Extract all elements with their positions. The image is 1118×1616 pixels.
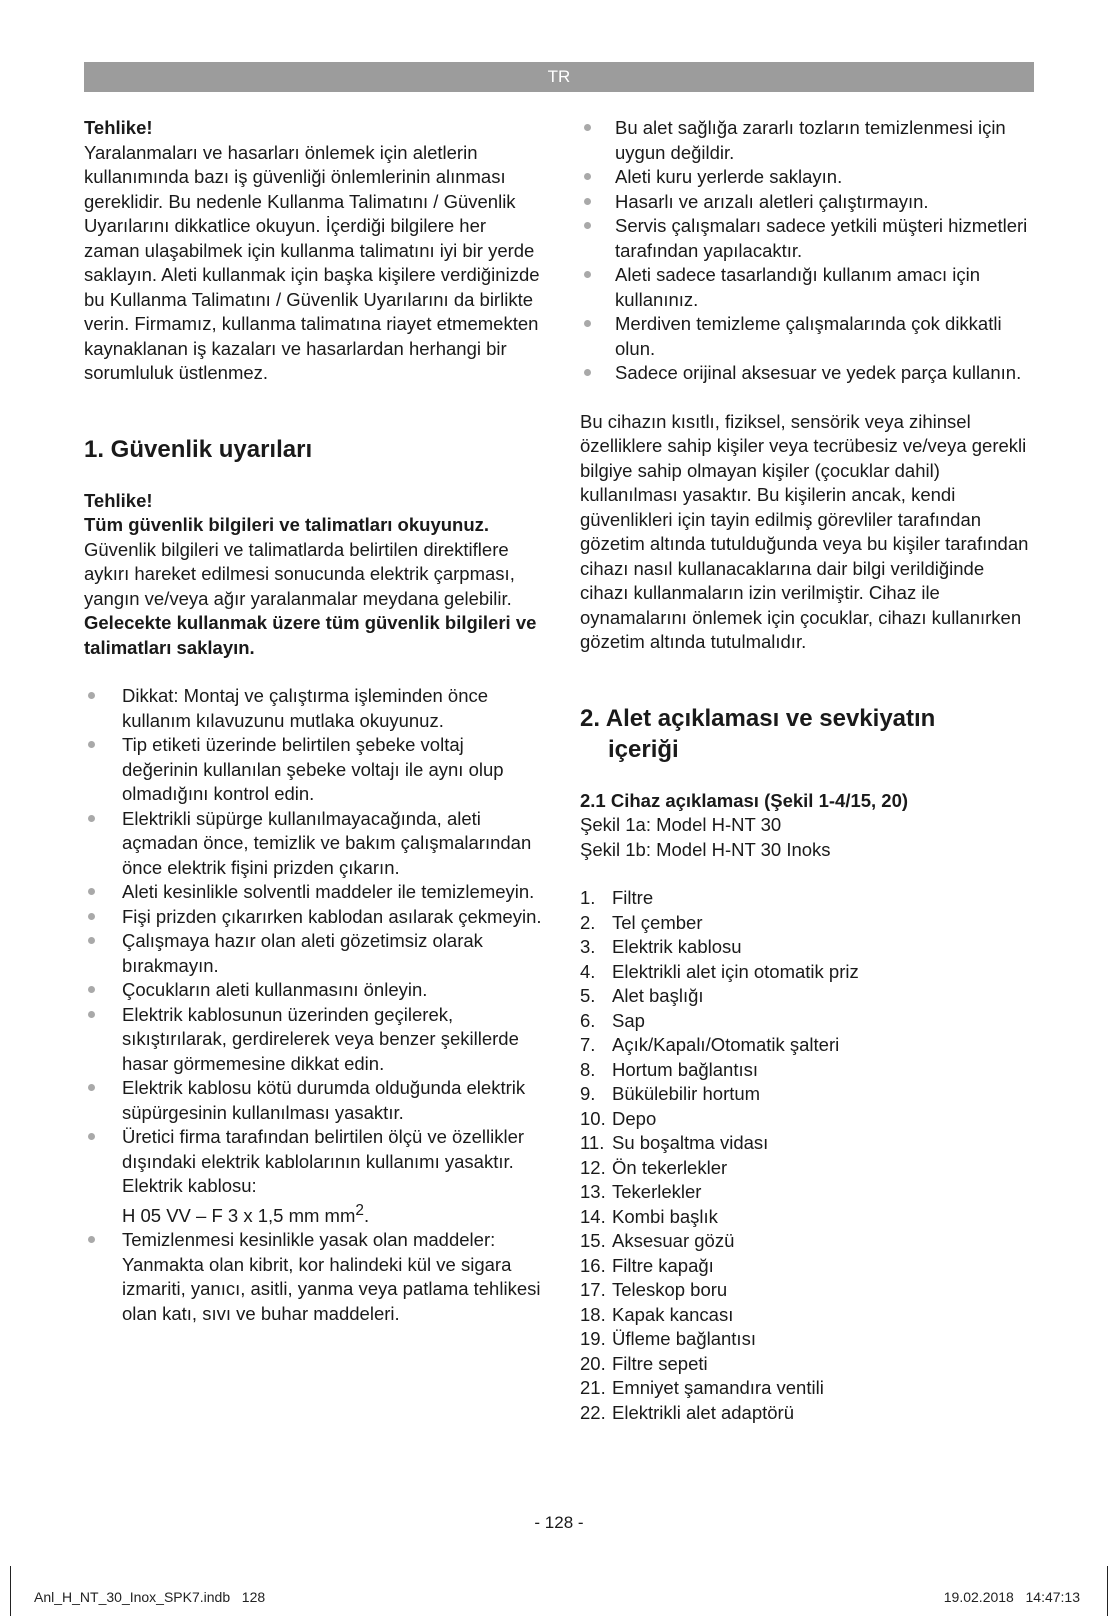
list-item: 22. Elektrikli alet adaptörü [580,1401,795,1423]
list-item: Fişi prizden çıkarırken kablodan asılarak çekmeyin. [84,905,544,930]
safety-read-paragraph [84,513,544,660]
list-item: 1. Filtre [580,887,654,908]
list-item: 5. Alet başlığı [580,985,704,1006]
list-item: Hasarlı ve arızalı aletleri çalıştırmayın. [580,190,1034,215]
list-item: 17. Teleskop boru [580,1279,728,1300]
list-item: Aleti kesinlikle solventli maddeler ile temizlemeyin. [84,880,544,905]
list-item: 19. Üfleme bağlantısı [580,1328,756,1349]
keep-instructions-bold: Gelecekte kullanmak üzere tüm güvenlik bilgileri ve talimatları saklayın. [84,612,537,658]
list-item: 9. Bükülebilir hortum [580,1083,761,1104]
list-item: Dikkat: Montaj ve çalıştırma işleminden önce kullanım kılavuzunu mutlaka okuyunuz. [84,684,544,733]
cable-spec-superscript: 2 [355,1201,364,1219]
read-instructions-text: Güvenlik bilgileri ve talimatlarda belirtilen direktiflere aykırı hareket edilmesi sonucunda elektrik çarpması, yangın ve/veya ağır yaralanmalar meydana gelebilir. [84,538,515,609]
list-item: Bu alet sağlığa zararlı tozların temizlenmesi için uygun değildir. [580,116,1034,165]
list-item: 7. Açık/Kapalı/Otomatik şalteri [580,1034,840,1055]
crop-mark-left [10,1566,11,1616]
list-item: 12. Ön tekerlekler [580,1156,728,1178]
cable-bullet-text: Üretici firma tarafından belirtilen ölçü ve özellikler dışındaki elektrik kablolarının kullanımı yasaktır. Elektrik kablosu: [122,1126,525,1196]
section-2-heading-line2: içeriği [608,735,679,763]
list-item: 6. Sap [580,1009,645,1031]
right-column [580,116,1034,1425]
crop-mark-right [1107,1566,1108,1616]
cable-spec: H 05 VV – F 3 x 1,5 mm mm [122,1204,356,1226]
list-item: Servis çalışmaları sadece yetkili müşteri hizmetleri tarafından yapılacaktır. [580,214,1034,263]
list-item: 14. Kombi başlık [580,1205,718,1227]
cable-spec-end: . [363,1204,370,1226]
language-header-bar [84,62,1034,92]
figure-1b-caption: Şekil 1b: Model H-NT 30 Inoks [580,838,831,860]
list-item: Elektrik kablosu kötü durumda olduğunda elektrik süpürgesinin kullanılması yasaktır. [84,1076,544,1125]
list-item: Sadece orijinal aksesuar ve yedek parça kullanın. [580,361,1034,386]
list-item: 2. Tel çember [580,911,703,933]
list-item: 21. Emniyet şamandıra ventili [580,1377,824,1398]
subsection-2-1-heading: 2.1 Cihaz açıklaması (Şekil 1-4/15, 20) [580,789,909,811]
list-item: Aleti sadece tasarlandığı kullanım amacı için kullanınız. [580,263,1034,312]
list-item: 8. Hortum bağlantısı [580,1058,759,1080]
read-instructions-bold: Tüm güvenlik bilgileri ve talimatları okuyunuz. [84,514,490,535]
left-column [84,116,544,1326]
safety-bullet-list [84,684,544,1326]
parts-list [580,886,1034,1425]
list-item: 20. Filtre sepeti [580,1352,708,1374]
figure-1a-caption: Şekil 1a: Model H-NT 30 [580,814,782,835]
page-number: - 128 - [534,1513,584,1532]
list-item: 4. Elektrikli alet için otomatik priz [580,960,859,982]
list-item: Aleti kuru yerlerde saklayın. [580,165,1034,190]
list-item: Tip etiketi üzerinde belirtilen şebeke voltaj değerinin kullanılan şebeke voltajı ile aynı olup olmadığını kontrol edin. [84,733,544,807]
list-item: Temizlenmesi kesinlikle yasak olan maddeler: Yanmakta olan kibrit, kor halindeki kül ve sigara izmariti, yanıcı, asitli, yanma veya patlama tehlikesi olan katı, sıvı ve buhar maddeleri. [84,1228,544,1326]
right-bullet-list [580,116,1034,386]
intro-paragraph: Yaralanmaları ve hasarları önlemek için aletlerin kullanımında bazı iş güvenliği önlemlerinin alınması gereklidir. Bu nedenle Kullanma Talimatını / Güvenlik Uyarılarını dikkatlice okuyun. İçerdiği bilgilere her zaman ulaşabilmek için kullanma talimatını iyi bir yerde saklayın. Aleti kullanmak için başka kişilere verdiğinizde bu Kullanma Talimatını / Güvenlik Uyarılarını da birlikte verin. Firmamız, kullanma talimatına riayet etmemekten kaynaklanan iş kazaları ve hasarlardan herhangi bir sorumluluk üstlenmez. [84,141,540,383]
list-item: 3. Elektrik kablosu [580,936,742,957]
list-item: 10. Depo [580,1107,657,1129]
language-code: TR [547,67,571,86]
list-item-cable [84,1125,544,1228]
footer-file-info: Anl_H_NT_30_Inox_SPK7.indb 128 [34,1589,266,1605]
danger-title-2: Tehlike! [84,489,153,511]
danger-title: Tehlike! [84,117,153,138]
section-2-heading [580,703,1034,765]
list-item: Merdiven temizleme çalışmalarında çok dikkatli olun. [580,312,1034,361]
list-item: 15. Aksesuar gözü [580,1230,735,1251]
list-item: Çalışmaya hazır olan aleti gözetimsiz olarak bırakmayın. [84,929,544,978]
list-item: 13. Tekerlekler [580,1181,702,1202]
section-2-heading-line1: 2. Alet açıklaması ve sevkiyatın [580,704,936,732]
list-item: Elektrikli süpürge kullanılmayacağında, aleti açmadan önce, temizlik ve bakım çalışmalarından önce elektrik fişini prizden çıkarın. [84,807,544,881]
list-item: 18. Kapak kancası [580,1303,734,1325]
footer-datetime: 19.02.2018 14:47:13 [943,1589,1080,1605]
list-item: 11. Su boşaltma vidası [580,1132,769,1153]
section-1-heading: 1. Güvenlik uyarıları [84,435,313,463]
list-item: Elektrik kablosunun üzerinden geçilerek, sıkıştırılarak, gerdirelerek veya benzer şekillerde hasar görmemesine dikkat edin. [84,1003,544,1077]
list-item: 16. Filtre kapağı [580,1254,714,1276]
restriction-paragraph: Bu cihazın kısıtlı, fiziksel, sensörik veya zihinsel özelliklere sahip kişiler veya tecrübesiz ve/veya gerekli bilgiye sahip olmayan kişiler (çocuklar dahil) kullanılması yasaktır. Bu kişilerin ancak, kendi güvenlikleri için tayin edilmiş görevliler tarafından gözetim altında tutulduğunda veya bu kişiler tarafından cihazı nasıl kullanacaklarına dair bilgi verildiğinde cihazı kullanmaların izin verilmiştir. Cihaz ile oynamalarını önlemek için çocuklar, cihazı kullanırken gözetim altında tutulmalıdır. [580,410,1029,652]
list-item: Çocukların aleti kullanmasını önleyin. [84,978,544,1003]
